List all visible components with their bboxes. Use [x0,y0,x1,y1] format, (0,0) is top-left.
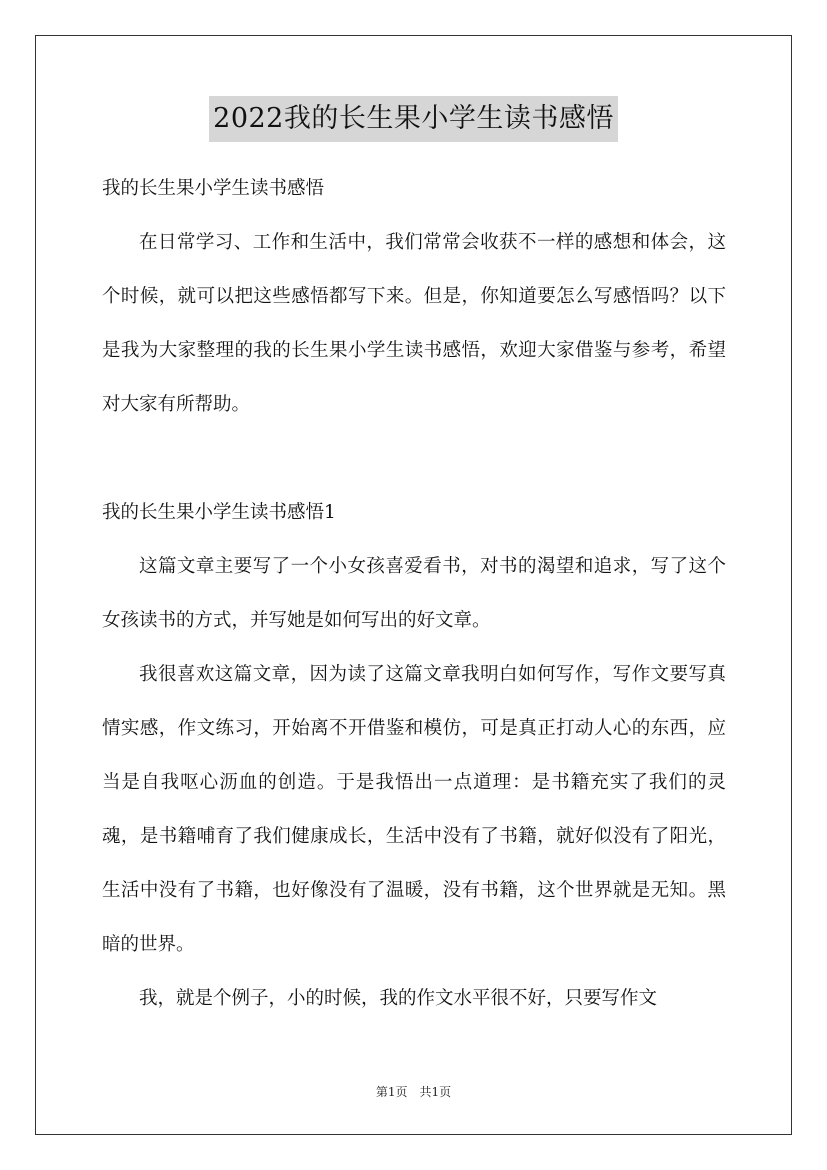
section-heading: 我的长生果小学生读书感悟1 [102,502,336,523]
body-paragraph: 我很喜欢这篇文章，因为读了这篇文章我明白如何写作，写作文要写真情实感，作文练习，开始离不开借鉴和模仿，可是真正打动人心的东西，应当是自我呕心沥血的创造。于是我悟出一点道理：是书籍充实了我们的灵魂，是书籍哺育了我们健康成长，生活中没有了书籍，就好似没有了阳光，生活中没有了书籍，也好像没有了温暖，没有书籍，这个世界就是无知。黑暗的世界。 [102,664,726,955]
section-spacer [102,432,726,486]
title-container [0,96,827,142]
document-subtitle: 我的长生果小学生读书感悟 [102,178,325,199]
body-paragraph: 这篇文章主要写了一个小女孩喜爱看书，对书的渴望和追求，写了这个女孩读书的方式，并写她是如何写出的好文章。 [102,556,726,631]
intro-paragraph: 在日常学习、工作和生活中，我们常常会收获不一样的感想和体会，这个时候，就可以把这些感悟都写下来。但是，你知道要怎么写感悟吗？以下是我为大家整理的我的长生果小学生读书感悟，欢迎大家借鉴与参考，希望对大家有所帮助。 [102,232,726,415]
page-footer: 第1页 共1页 [375,1085,452,1099]
body-paragraph: 我，就是个例子，小的时候，我的作文水平很不好，只要写作文 [139,988,658,1009]
document-body [102,162,726,1026]
document-title: 2022我的长生果小学生读书感悟 [209,96,618,142]
